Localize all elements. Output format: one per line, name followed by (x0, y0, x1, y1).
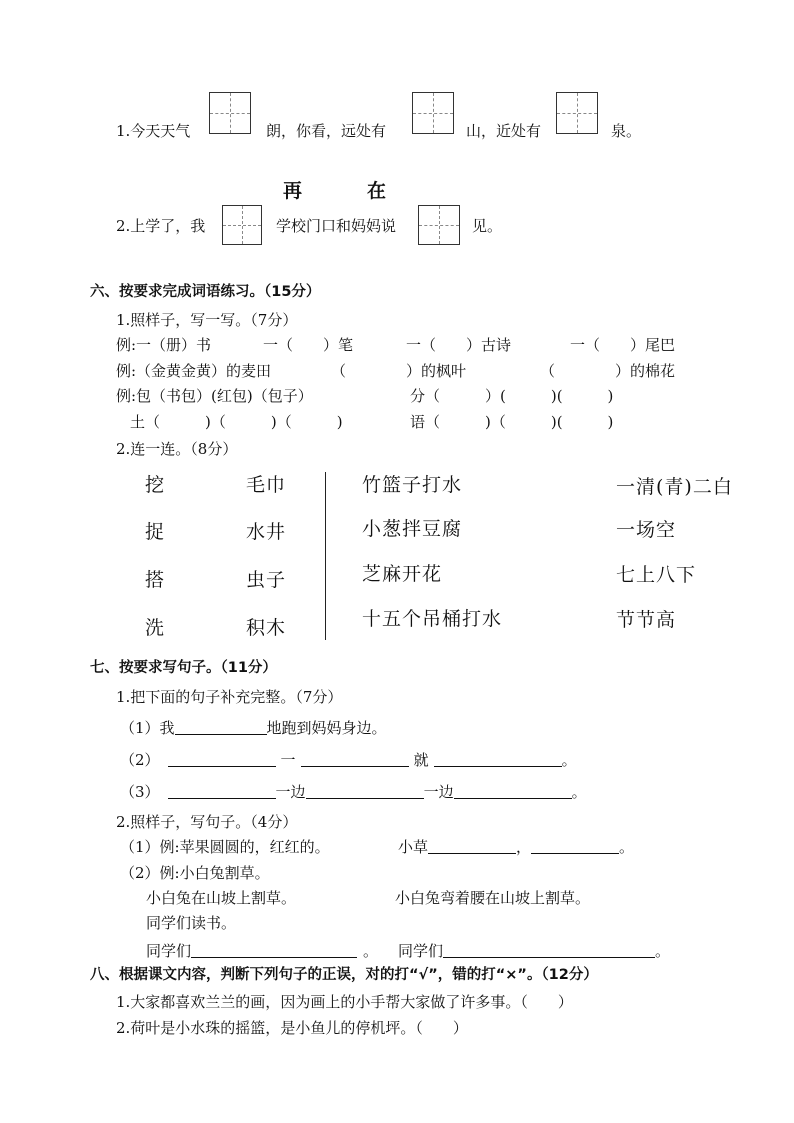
sec7-e2b: 小白兔弯着腰在山坡上割草。 (395, 889, 591, 907)
sec7-s2-d: 。 (561, 751, 577, 769)
match-left-b-1[interactable]: 毛巾 (246, 474, 287, 496)
blank-line[interactable] (531, 839, 619, 854)
tianzige-box-3[interactable] (556, 92, 598, 134)
q1-text-3: 山，近处有 (466, 122, 542, 140)
sec7-s1-b: 地跑到妈妈身边。 (266, 719, 387, 737)
match-left-a-2[interactable]: 捉 (145, 521, 166, 543)
sec7-s1-a: （1）我 (120, 719, 175, 737)
sec7-s3-b: 一边 (275, 783, 306, 801)
sec6-sub1: 1.照样子，写一写。（7分） (116, 311, 298, 329)
section-8-title: 八、根据课文内容，判断下列句子的正误，对的打“√”，错的打“×”。（12分） (90, 967, 598, 983)
q1-text-1: 1.今天天气 (116, 122, 191, 140)
blank-line[interactable] (434, 752, 562, 767)
sec6-r1-d[interactable]: 一（ ）尾巴 (570, 336, 676, 354)
match-right-a-3[interactable]: 芝麻开花 (362, 563, 443, 585)
sec6-r4-a[interactable]: 土（ )（ )（ ) (130, 413, 343, 431)
sec8-item-2[interactable]: 2.荷叶是小水珠的摇篮，是小鱼儿的停机坪。（ ） (116, 1019, 468, 1037)
sec7-s3-d: 。 (571, 783, 587, 801)
sec7-s2-c: 就 (413, 751, 429, 769)
sec7-e4-c: 同学们 (398, 942, 444, 960)
match-right-b-3[interactable]: 七上八下 (616, 564, 697, 586)
sec7-e1-d: 。 (619, 838, 635, 856)
sec7-s2-a: （2） (120, 751, 160, 769)
sec7-e4-d: 。 (655, 942, 671, 960)
sec7-e2: （2）例:小白兔割草。 (120, 864, 270, 882)
blank-line[interactable] (175, 720, 267, 735)
blank-line[interactable] (301, 752, 409, 767)
sec6-r3-a: 例:包（书包）(红包)（包子） (116, 387, 313, 405)
match-left-a-3[interactable]: 搭 (145, 569, 166, 591)
sec7-e1-c: ， (516, 838, 532, 856)
match-right-b-1[interactable]: 一清(青)二白 (616, 476, 733, 498)
section-7-title: 七、按要求写句子。（11分） (90, 660, 277, 676)
sec6-r2-c[interactable]: （ ）的棉花 (540, 362, 676, 380)
sec6-r1-c[interactable]: 一（ ）古诗 (406, 336, 512, 354)
sec7-s3-a: （3） (120, 783, 160, 801)
column-divider (325, 472, 326, 640)
match-right-b-4[interactable]: 节节高 (616, 609, 677, 631)
blank-line[interactable] (168, 752, 276, 767)
q2-text-1: 2.上学了，我 (116, 217, 206, 235)
sec6-r1-a: 例:一（册）书 (116, 336, 212, 354)
sec8-item-1[interactable]: 1.大家都喜欢兰兰的画，因为画上的小手帮大家做了许多事。（ ） (116, 993, 573, 1011)
match-left-a-1[interactable]: 挖 (145, 474, 166, 496)
match-left-b-3[interactable]: 虫子 (246, 569, 287, 591)
match-right-a-2[interactable]: 小葱拌豆腐 (362, 518, 463, 540)
sec7-s3-c: 一边 (423, 783, 454, 801)
match-right-a-1[interactable]: 竹篮子打水 (362, 474, 463, 496)
q2-text-3: 见。 (472, 217, 503, 235)
match-left-b-2[interactable]: 水井 (246, 521, 287, 543)
blank-line[interactable] (168, 784, 276, 799)
blank-line[interactable] (428, 839, 516, 854)
tianzige-box-1[interactable] (209, 92, 251, 134)
match-right-a-4[interactable]: 十五个吊桶打水 (362, 608, 503, 630)
hint-char-2: 在 (367, 180, 387, 202)
sec7-s2 (120, 751, 577, 769)
sec7-s2-b: 一 (280, 751, 296, 769)
hint-char-1: 再 (283, 180, 303, 202)
sec6-r2-a: 例:（金黄金黄）的麦田 (116, 362, 272, 380)
match-left-b-4[interactable]: 积木 (246, 617, 287, 639)
sec6-sub2: 2.连一连。（8分） (116, 440, 238, 458)
sec6-r1-b[interactable]: 一（ ）笔 (263, 336, 354, 354)
match-right-b-2[interactable]: 一场空 (616, 519, 677, 541)
section-6-title: 六、按要求完成词语练习。（15分） (90, 284, 321, 300)
blank-line[interactable] (306, 784, 424, 799)
q1-text-2: 朗，你看，远处有 (266, 122, 387, 140)
q2-text-2: 学校门口和妈妈说 (276, 217, 397, 235)
sec7-s3 (120, 783, 587, 801)
sec6-r4-b[interactable]: 语（ )（ )( ) (410, 413, 614, 431)
sec7-s1 (120, 719, 387, 737)
sec7-e1-b-row (398, 838, 634, 856)
blank-line[interactable] (454, 784, 572, 799)
sec7-sub1: 1.把下面的句子补充完整。（7分） (116, 688, 343, 706)
sec7-e4-b: 。 (363, 942, 379, 960)
sec7-e4-right (398, 942, 670, 960)
tianzige-box-4[interactable] (222, 205, 262, 245)
match-left-a-4[interactable]: 洗 (145, 617, 166, 639)
sec7-e3: 同学们读书。 (146, 914, 237, 932)
tianzige-box-5[interactable] (418, 205, 460, 245)
sec6-r3-b[interactable]: 分（ ）( )( ) (410, 387, 614, 405)
sec7-sub2: 2.照样子，写句子。（4分） (116, 813, 298, 831)
blank-line[interactable] (191, 943, 357, 958)
tianzige-box-2[interactable] (412, 92, 454, 134)
q1-text-4: 泉。 (611, 122, 642, 140)
sec7-e2a: 小白兔在山坡上割草。 (146, 889, 297, 907)
sec7-e4-left (146, 942, 378, 960)
sec7-e4-a: 同学们 (146, 942, 192, 960)
sec6-r2-b[interactable]: （ ）的枫叶 (331, 362, 467, 380)
sec7-e1-a: （1）例:苹果圆圆的，红红的。 (120, 838, 330, 856)
sec7-e1-b: 小草 (398, 838, 429, 856)
blank-line[interactable] (443, 943, 655, 958)
